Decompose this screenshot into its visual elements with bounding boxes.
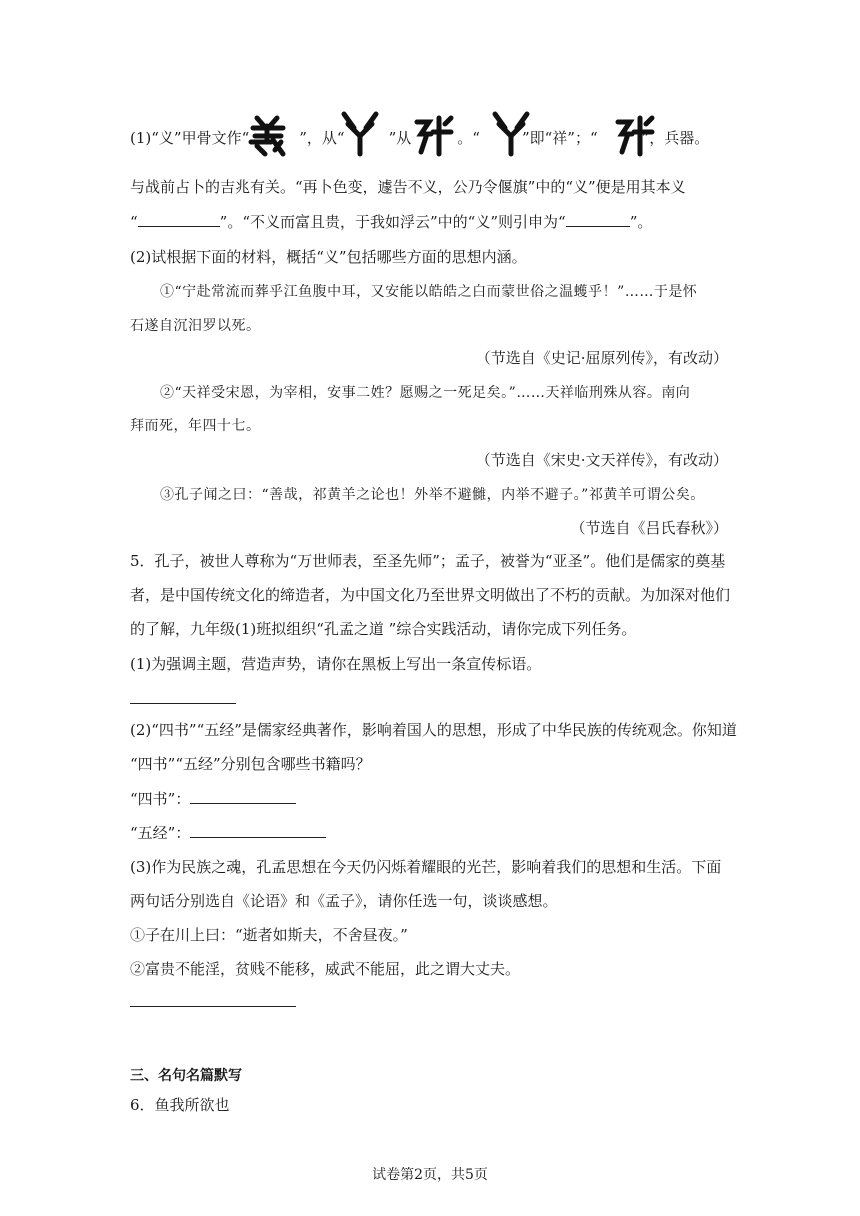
q4-line-1-part-a: (1)“义”甲骨文作“ <box>130 129 250 147</box>
material-3-source: （节选自《吕氏春秋》） <box>570 519 728 537</box>
q4-line-1-part-b: ”，从“ <box>299 129 345 147</box>
q5-subquestion-2-line-1: (2)“四书”“五经”是儒家经典著作，影响着国人的思想，形成了中华民族的传统观念。你知道 <box>130 721 737 739</box>
q6-title: 6．鱼我所欲也 <box>130 1096 230 1114</box>
oracle-yang-glyph-image-2 <box>491 110 531 158</box>
q4-line-1-part-d: 。“ <box>457 129 480 147</box>
quote-lunyu: ①子在川上曰：“逝者如斯夫，不舍昼夜。” <box>130 926 408 944</box>
material-2-line-2: 拜而死，年四十七。 <box>130 418 261 434</box>
section-3-heading: 三、名句名篇默写 <box>130 1068 242 1084</box>
page-footer: 试卷第2页，共5页 <box>372 1167 488 1183</box>
q4-line-3-part-c: ”。 <box>629 213 653 231</box>
q4-subquestion-2: (2)试根据下面的材料，概括“义”包括哪些方面的思想内涵。 <box>130 248 527 266</box>
material-1-line-1: ①“宁赴常流而葬乎江鱼腹中耳，又安能以皓皓之白而蒙世俗之温蠖乎！”……于是怀 <box>160 284 698 300</box>
answer-blank-2[interactable] <box>566 212 630 227</box>
q4-line-1-part-e: ”即“祥”；“ <box>521 129 598 147</box>
quote-mengzi: ②富贵不能淫，贫贱不能移，威武不能屈，此之谓大丈夫。 <box>130 960 521 978</box>
oracle-yi-glyph-image <box>247 112 291 158</box>
material-1-source: （节选自《史记·屈原列传》，有改动） <box>475 349 728 367</box>
q4-line-1-part-f: ”，兵器。 <box>641 129 710 147</box>
q4-line-3-part-a: “ <box>130 213 138 231</box>
sishu-row <box>130 789 296 809</box>
answer-blank-1[interactable] <box>138 212 220 227</box>
sishu-answer-blank[interactable] <box>190 789 296 804</box>
material-1-line-2: 石遂自沉汨罗以死。 <box>130 318 261 334</box>
q4-line-1-part-c: ”从 <box>388 129 412 147</box>
answer-line-slogan[interactable] <box>130 703 236 704</box>
material-2-line-1: ②“天祥受宋恩，为宰相，安事二姓？愿赐之一死足矣。”……天祥临刑殊从容。南向 <box>160 385 691 401</box>
q5-line-2: 者，是中国传统文化的缔造者，为中国文化乃至世界文明做出了不朽的贡献。为加深对他们 <box>130 586 731 604</box>
oracle-wo-glyph-image <box>413 114 455 158</box>
q5-subquestion-2-line-2: “四书”“五经”分别包含哪些书籍吗？ <box>130 755 371 773</box>
q4-line-3 <box>130 212 652 232</box>
wujing-label: “五经”： <box>130 824 191 842</box>
oracle-yang-glyph-image <box>340 110 380 158</box>
wujing-row <box>130 823 326 843</box>
q5-line-1: 5．孔子，被世人尊称为“万世师表，至圣先师”；孟子，被誉为“亚圣”。他们是儒家的奠基 <box>130 552 726 570</box>
sishu-label: “四书”： <box>130 790 191 808</box>
answer-line-reflection[interactable] <box>130 1006 296 1007</box>
q5-subquestion-3-line-2: 两句话分别选自《论语》和《孟子》，请你任选一句，谈谈感想。 <box>130 892 558 910</box>
material-3-line-1: ③孔子闻之曰：“善哉，祁黄羊之论也！外举不避雠，内举不避子。”祁黄羊可谓公矣。 <box>160 487 705 503</box>
q5-subquestion-3-line-1: (3)作为民族之魂，孔孟思想在今天仍闪烁着耀眼的光芒，影响着我们的思想和生活。下面 <box>130 858 722 876</box>
oracle-wo-glyph-image-2 <box>614 114 656 158</box>
q5-subquestion-1: (1)为强调主题，营造声势，请你在黑板上写出一条宣传标语。 <box>130 655 542 673</box>
material-2-source: （节选自《宋史·文天祥传》，有改动） <box>475 451 728 469</box>
q5-line-3: 的了解，九年级(1)班拟组织“孔孟之道 ”综合实践活动，请你完成下列任务。 <box>130 620 637 638</box>
wujing-answer-blank[interactable] <box>190 823 326 838</box>
q4-line-3-part-b: ”。“不义而富且贵，于我如浮云”中的“义”则引申为“ <box>219 213 566 231</box>
q4-line-2: 与战前占卜的吉兆有关。“再卜色变，遽告不义，公乃令偃旗”中的“义”便是用其本义 <box>130 178 686 196</box>
